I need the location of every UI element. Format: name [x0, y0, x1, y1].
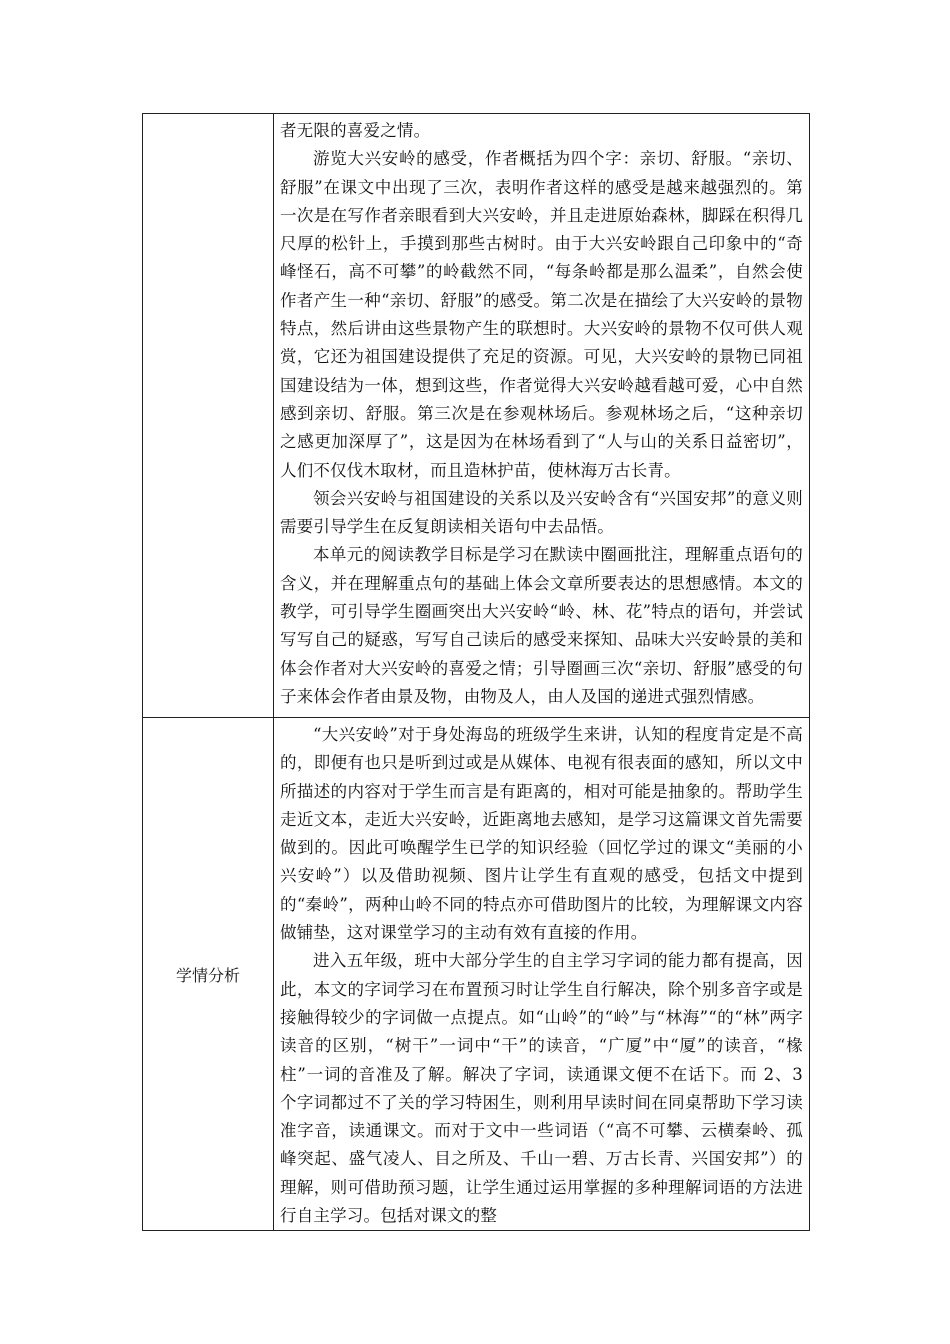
lesson-plan-table	[142, 113, 810, 1231]
paragraph: 游览大兴安岭的感受，作者概括为四个字：亲切、舒服。“亲切、舒服”在课文中出现了三次，表明作者这样的感受是越来越强烈的。第一次是在写作者亲眼看到大兴安岭，并且走进原始森林，脚踩在积得几尺厚的松针上，手摸到那些古树时。由于大兴安岭跟自己印象中的“奇峰怪石，高不可攀”的岭截然不同，“每条岭都是那么温柔”，自然会使作者产生一种“亲切、舒服”的感受。第二次是在描绘了大兴安岭的景物特点，然后讲由这些景物产生的联想时。大兴安岭的景物不仅可供人观赏，它还为祖国建设提供了充足的资源。可见，大兴安岭的景物已同祖国建设结为一体，想到这些，作者觉得大兴安岭越看越可爱，心中自然感到亲切、舒服。第三次是在参观林场后。参观林场之后，“这种亲切之感更加深厚了”，这是因为在林场看到了“人与山的关系日益密切”，人们不仅伐木取材，而且造林护苗，使林海万古长青。	[280, 149, 803, 480]
paragraph: 进入五年级，班中大部分学生的自主学习字词的能力都有提高，因此，本文的字词学习在布置预习时让学生自行解决，除个别多音字或是接触得较少的字词做一点提点。如“山岭”的“岭”与“林海”“的“林”两字读音的区别，“树干”一词中“干”的读音，“广厦”中“厦”的读音，“椽柱”一词的音准及了解。解决了字词，读通课文便不在话下。而 2、3 个字词都过不了关的学习特困生，则利用早读时间在同桌帮助下学习读准字音，读通课文。而对于文中一些词语（“高不可攀、云横秦岭、孤峰突起、盛气凌人、目之所及、千山一碧、万古长青、兴国安邦”）的理解，则可借助预习题，让学生通过运用掌握的多种理解词语的方法进行自主学习。包括对课文的整	[280, 951, 803, 1226]
table-row-text-analysis	[143, 114, 810, 718]
table-row-student-analysis	[143, 718, 810, 1231]
row-content-cell	[274, 718, 810, 1231]
row-label-cell	[143, 718, 274, 1231]
row-content-cell	[274, 114, 810, 718]
paragraph: 本单元的阅读教学目标是学习在默读中圈画批注，理解重点语句的含义，并在理解重点句的基础上体会文章所要表达的思想感情。本文的教学，可引导学生圈画突出大兴安岭“岭、林、花”特点的语句，并尝试写写自己的疑惑，写写自己读后的感受来探知、品味大兴安岭景的美和体会作者对大兴安岭的喜爱之情；引导圈画三次“亲切、舒服”感受的句子来体会作者由景及物，由物及人，由人及国的递进式强烈情感。	[280, 545, 803, 706]
paragraph-continuation: 者无限的喜爱之情。	[280, 121, 431, 140]
paragraph: “大兴安岭”对于身处海岛的班级学生来讲，认知的程度肯定是不高的，即便有也只是听到过或是从媒体、电视有很表面的感知，所以文中所描述的内容对于学生而言是有距离的，相对可能是抽象的。帮助学生走近文本，走近大兴安岭，近距离地去感知，是学习这篇课文首先需要做到的。因此可唤醒学生已学的知识经验（回忆学过的课文“美丽的小兴安岭”）以及借助视频、图片让学生有直观的感受，包括文中提到的“秦岭”，两种山岭不同的特点亦可借助图片的比较，为理解课文内容做铺垫，这对课堂学习的主动有效有直接的作用。	[280, 725, 803, 943]
row-label-cell	[143, 114, 274, 718]
paragraph: 领会兴安岭与祖国建设的关系以及兴安岭含有“兴国安邦”的意义则需要引导学生在反复朗读相关语句中去品悟。	[280, 488, 803, 537]
row-label-student-analysis: 学情分析	[175, 965, 240, 985]
